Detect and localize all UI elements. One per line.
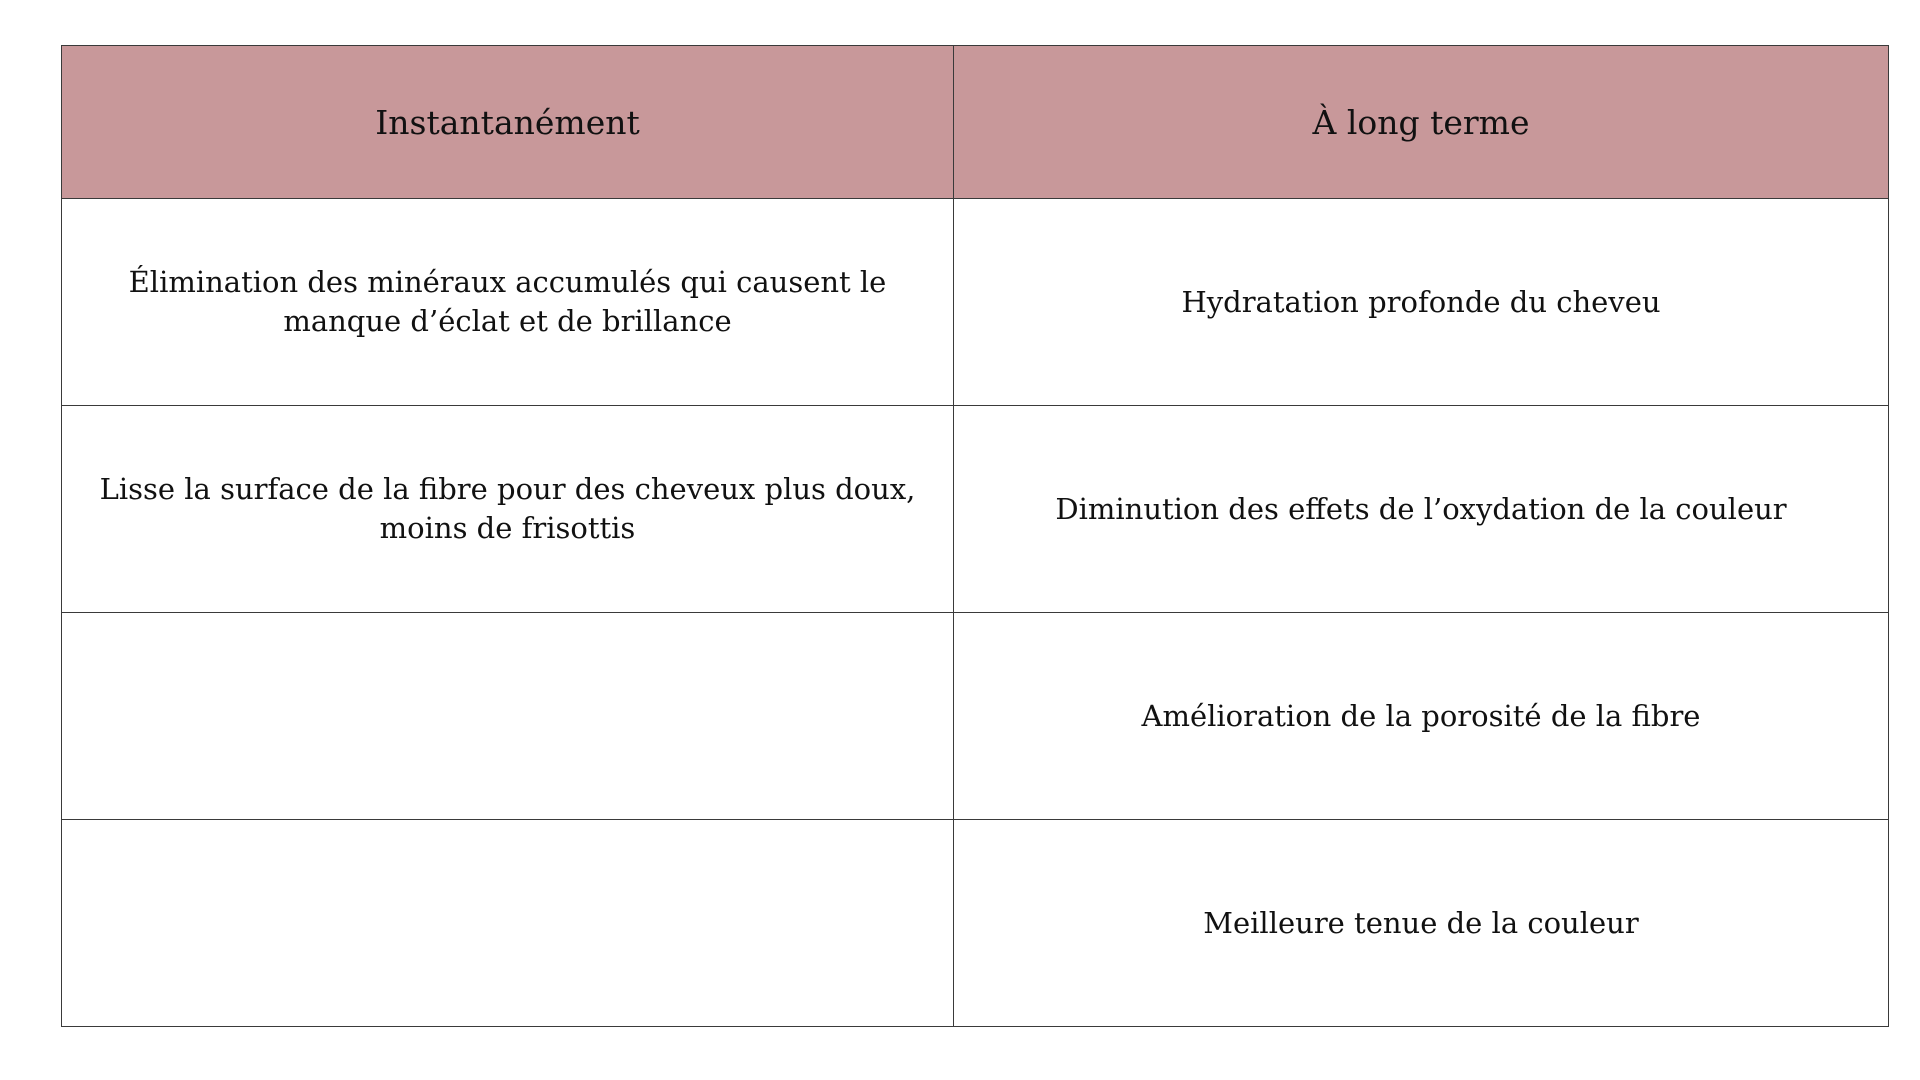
table-row: [62, 406, 1889, 613]
table-header: [62, 46, 1889, 199]
table-cell: Diminution des effets de l’oxydation de la couleur: [954, 406, 1889, 613]
table-row: [62, 613, 1889, 820]
table-cell: Lisse la surface de la fibre pour des cheveux plus doux, moins de frisottis: [62, 406, 954, 613]
table-cell: Amélioration de la porosité de la fibre: [954, 613, 1889, 820]
header-cell-instantanement: Instantanément: [62, 46, 954, 199]
table-cell: Élimination des minéraux accumulés qui causent le manque d’éclat et de brillance: [62, 199, 954, 406]
header-cell-long-terme: À long terme: [954, 46, 1889, 199]
comparison-table: [61, 45, 1889, 1027]
table-cell: [62, 613, 954, 820]
table-cell: Meilleure tenue de la couleur: [954, 820, 1889, 1027]
table-body: [62, 199, 1889, 1027]
header-row: [62, 46, 1889, 199]
table-cell: [62, 820, 954, 1027]
table-row: [62, 199, 1889, 406]
table-cell: Hydratation profonde du cheveu: [954, 199, 1889, 406]
table-row: [62, 820, 1889, 1027]
